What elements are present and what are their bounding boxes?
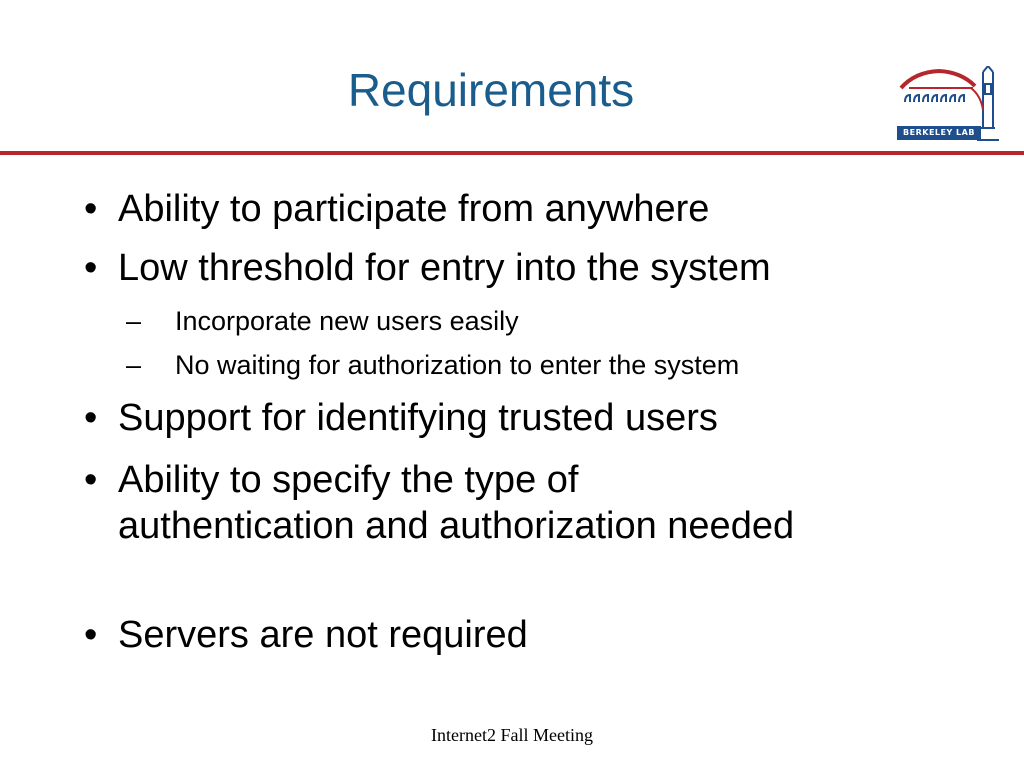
sub-bullet-text: No waiting for authorization to enter the system [175,350,740,380]
bullet-marker: • [84,188,98,230]
bullet-marker: • [84,459,98,501]
sub-bullet-marker: – [126,350,142,380]
bullet-marker: • [84,614,98,656]
bullet-text: Ability to participate from anywhere [118,188,710,230]
bullet-marker: • [84,397,98,439]
bullet-marker: • [84,247,98,289]
bullet-text: Support for identifying trusted users [118,397,718,439]
sub-bullet-marker: – [126,306,142,336]
bullet-text: Ability to specify the type of authentication and authorization needed [118,459,795,547]
sub-bullet-text: Incorporate new users easily [175,306,519,336]
logo-text: BERKELEY LAB [903,128,975,137]
slide-title: Requirements [347,64,635,116]
bullet-text: Servers are not required [118,614,528,656]
bullet-text: Low threshold for entry into the system [118,247,771,289]
slide-footer: Internet2 Fall Meeting [431,725,593,745]
